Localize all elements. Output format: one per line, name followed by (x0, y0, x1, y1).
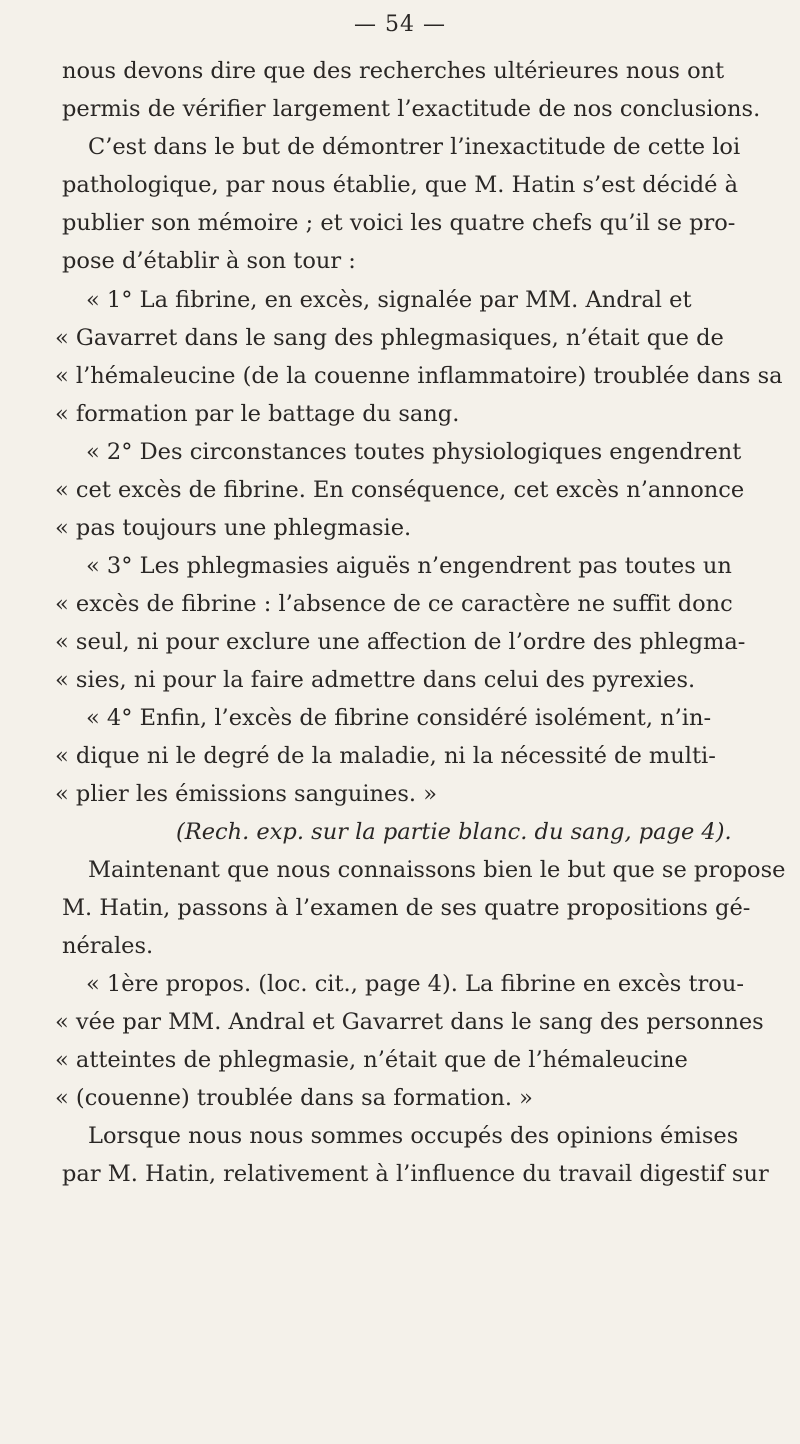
quoted-line: « dique ni le degré de la maladie, ni la nécessité de multi- (55, 743, 716, 769)
quoted-line: « 1° La fibrine, en excès, signalée par MM. Andral et (86, 287, 692, 313)
text-line: permis de vérifier largement l’exactitude de nos conclusions. (62, 96, 761, 122)
text-line: nérales. (62, 933, 154, 959)
quoted-line: « pas toujours une phlegmasie. (55, 515, 412, 541)
text-line: par M. Hatin, relativement à l’influence du travail digestif sur (62, 1161, 769, 1187)
text-line: Lorsque nous nous sommes occupés des opinions émises (88, 1123, 739, 1149)
quoted-line: « l’hémaleucine (de la couenne inflammatoire) troublée dans sa (55, 363, 783, 389)
text-line: M. Hatin, passons à l’examen de ses quatre propositions gé- (62, 895, 751, 921)
quoted-line: « 2° Des circonstances toutes physiologiques engendrent (86, 439, 742, 465)
text-line: Maintenant que nous connaissons bien le but que se propose (88, 857, 786, 883)
page-number: — 54 — (354, 12, 446, 37)
quoted-line: « vée par MM. Andral et Gavarret dans le sang des personnes (55, 1009, 764, 1035)
quoted-line: « seul, ni pour exclure une affection de l’ordre des phlegma- (55, 629, 746, 655)
quoted-line: « plier les émissions sanguines. » (55, 781, 437, 807)
text-line: nous devons dire que des recherches ultérieures nous ont (62, 58, 725, 84)
quoted-line: « 1ère propos. (loc. cit., page 4). La fibrine en excès trou- (86, 971, 744, 997)
quoted-line: « 3° Les phlegmasies aiguës n’engendrent pas toutes un (86, 553, 732, 579)
quoted-line: « 4° Enfin, l’excès de fibrine considéré isolément, n’in- (86, 705, 712, 731)
quoted-line: « cet excès de fibrine. En conséquence, cet excès n’annonce (55, 477, 745, 503)
text-line: C’est dans le but de démontrer l’inexactitude de cette loi (88, 134, 741, 160)
quoted-line: « excès de fibrine : l’absence de ce caractère ne suffit donc (55, 591, 733, 617)
citation: (Rech. exp. sur la partie blanc. du sang, page 4). (176, 819, 732, 845)
text-line: pathologique, par nous établie, que M. Hatin s’est décidé à (62, 172, 739, 198)
quoted-line: « (couenne) troublée dans sa formation. » (55, 1085, 533, 1111)
quoted-line: « atteintes de phlegmasie, n’était que de l’hémaleucine (55, 1047, 688, 1073)
quoted-line: « formation par le battage du sang. (55, 401, 460, 427)
text-line: publier son mémoire ; et voici les quatre chefs qu’il se pro- (62, 210, 736, 236)
text-line: pose d’établir à son tour : (62, 248, 356, 274)
quoted-line: « sies, ni pour la faire admettre dans celui des pyrexies. (55, 667, 696, 693)
quoted-line: « Gavarret dans le sang des phlegmasiques, n’était que de (55, 325, 724, 351)
